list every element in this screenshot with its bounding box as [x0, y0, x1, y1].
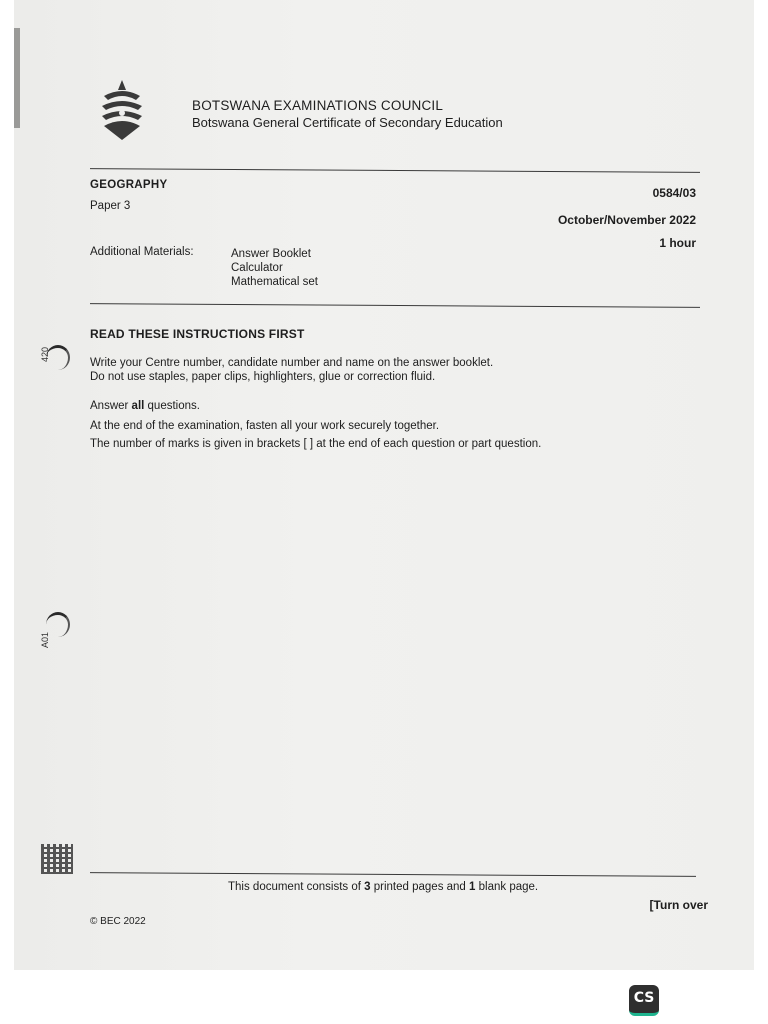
page-count-note — [228, 881, 538, 893]
consists-mid: printed pages and — [370, 881, 470, 893]
material-item: Mathematical set — [231, 276, 318, 288]
material-item: Answer Booklet — [231, 248, 311, 260]
instruction-line: Write your Centre number, candidate number and name on the answer booklet. — [90, 357, 494, 369]
consists-prefix: This document consists of — [228, 881, 365, 893]
instructions-title: READ THESE INSTRUCTIONS FIRST — [90, 327, 305, 341]
exam-paper — [14, 0, 754, 970]
instruction-line: Do not use staples, paper clips, highlighters, glue or correction fluid. — [90, 371, 436, 383]
instruction-line: The number of marks is given in brackets [ ] at the end of each question or part question. — [90, 438, 542, 450]
exam-session: October/November 2022 — [557, 213, 696, 227]
subject-title: GEOGRAPHY — [90, 179, 168, 191]
council-name: BOTSWANA EXAMINATIONS COUNCIL — [192, 98, 444, 113]
camscanner-logo-icon: CS — [629, 985, 659, 1016]
material-item: Calculator — [231, 262, 283, 274]
bec-logo-icon — [100, 80, 144, 142]
barcode-icon — [41, 844, 73, 874]
exam-duration: 1 hour — [659, 236, 696, 250]
blank-count: 1 — [469, 881, 476, 893]
answer-prefix: Answer — [90, 400, 132, 412]
syllabus-code: 0584/03 — [652, 186, 696, 200]
paper-number: Paper 3 — [90, 200, 131, 212]
copyright: © BEC 2022 — [90, 916, 146, 927]
instruction-answer-all — [90, 400, 200, 412]
margin-label-bottom: A01 — [40, 631, 50, 648]
answer-suffix: questions. — [144, 400, 200, 412]
materials-label: Additional Materials: — [90, 246, 194, 258]
turn-over: [Turn over — [649, 898, 708, 912]
printed-count: 3 — [364, 881, 371, 893]
certificate-name: Botswana General Certificate of Secondary Education — [192, 115, 503, 130]
margin-label-top: 420 — [40, 346, 50, 362]
instruction-line: At the end of the examination, fasten all your work securely together. — [90, 420, 440, 432]
answer-all-bold: all — [131, 400, 145, 412]
binder-strip — [14, 28, 20, 128]
consists-suffix: blank page. — [475, 881, 539, 893]
